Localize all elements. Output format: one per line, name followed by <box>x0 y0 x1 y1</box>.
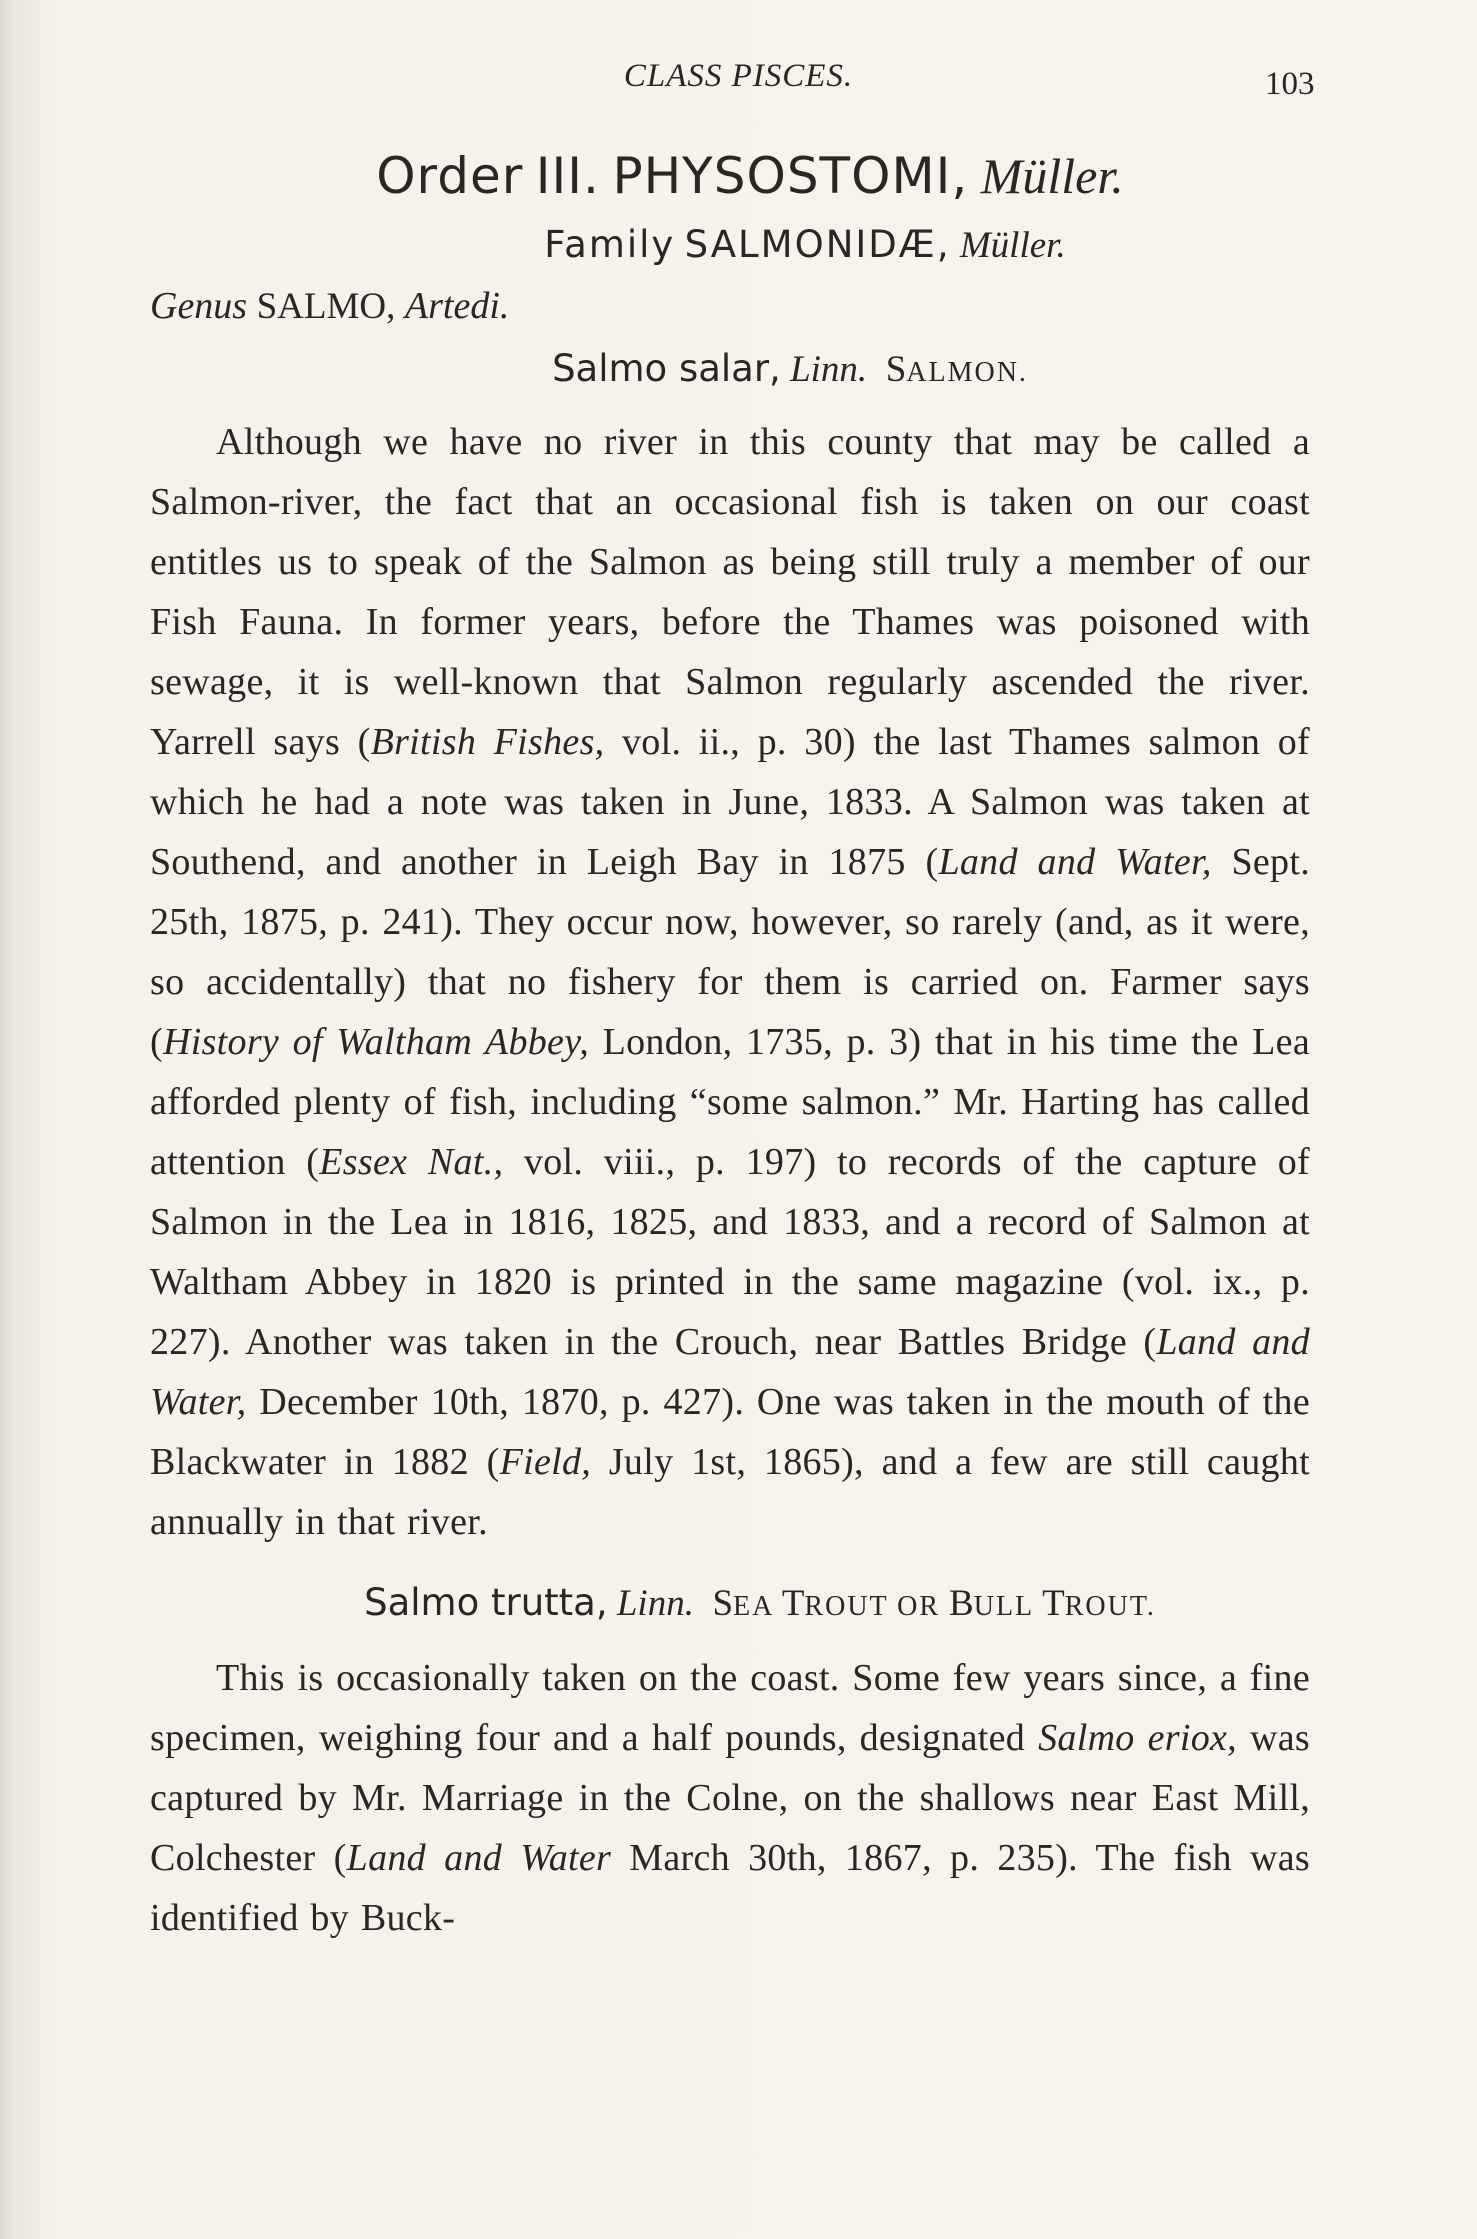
family-label: Family <box>544 223 676 266</box>
species-heading-salar <box>150 338 1310 404</box>
paragraph-salmon: Although we have no river in this county that may be called a Salmon-river, the fact that an occasional fish is taken on our coast entitles us to speak of the Salmon as being still truly a member of our Fish Fauna. In former years, before the Thames was poisoned with sewage, it is well-known that Salmon regularly ascended the river. Yarrell says (British Fishes, vol. ii., p. 30) the last Thames salmon of which he had a note was taken in June, 1833. A Salmon was taken at Southend, and another in Leigh Bay in 1875 (Land and Water, Sept. 25th, 1875, p. 241). They occur now, however, so rarely (and, as it were, so accidentally) that no fishery for them is carried on. Farmer says (History of Waltham Abbey, London, 1735, p. 3) that in his time the Lea afforded plenty of fish, including “some salmon.” Mr. Harting has called attention (Essex Nat., vol. viii., p. 197) to records of the capture of Salmon in the Lea in 1816, 1825, and 1833, and a record of Salmon at Waltham Abbey in 1820 is printed in the same magazine (vol. ix., p. 227). Another was taken in the Crouch, near Battles Bridge (Land and Water, December 10th, 1870, p. 427). One was taken in the mouth of the Blackwater in 1882 (Field, July 1st, 1865), and a few are still caught annually in that river. <box>150 421 1311 1543</box>
species-authority: Linn. <box>616 1583 694 1624</box>
order-authority: Müller. <box>980 148 1124 204</box>
page-number: 103 <box>1265 66 1315 102</box>
family-heading <box>150 212 1310 279</box>
common-name: SALMON. <box>885 349 1028 390</box>
family-name: SALMONIDÆ, <box>684 223 951 266</box>
running-head <box>0 58 1477 108</box>
genus-heading <box>150 275 1310 338</box>
genus-authority: Artedi. <box>404 285 510 327</box>
species-name: Salmo salar, <box>552 347 781 390</box>
paragraph-sea-trout: This is occasionally taken on the coast. Some few years since, a fine specimen, weighing four and a half pounds, designated Salmo eriox, was captured by Mr. Marriage in the Colne, on the shallows near East Mill, Colchester (Land and Water March 30th, 1867, p. 235). The fish was identified by Buck- <box>150 1657 1310 1939</box>
genus-name: SALMO, <box>256 286 396 327</box>
common-name: SEA TROUT OR BULL TROUT. <box>712 1583 1156 1624</box>
family-authority: Müller. <box>959 225 1066 266</box>
order-heading <box>150 140 1310 212</box>
genus-label: Genus <box>150 285 248 327</box>
species-name: Salmo trutta, <box>364 1581 608 1624</box>
order-name: PHYSOSTOMI, <box>612 147 969 205</box>
species-heading-trutta <box>150 1572 1310 1638</box>
species-authority: Linn. <box>790 349 868 390</box>
text-block <box>150 140 1310 1948</box>
order-number: III. <box>535 147 600 205</box>
running-title: CLASS PISCES. <box>623 58 854 94</box>
order-label: Order <box>376 147 524 205</box>
